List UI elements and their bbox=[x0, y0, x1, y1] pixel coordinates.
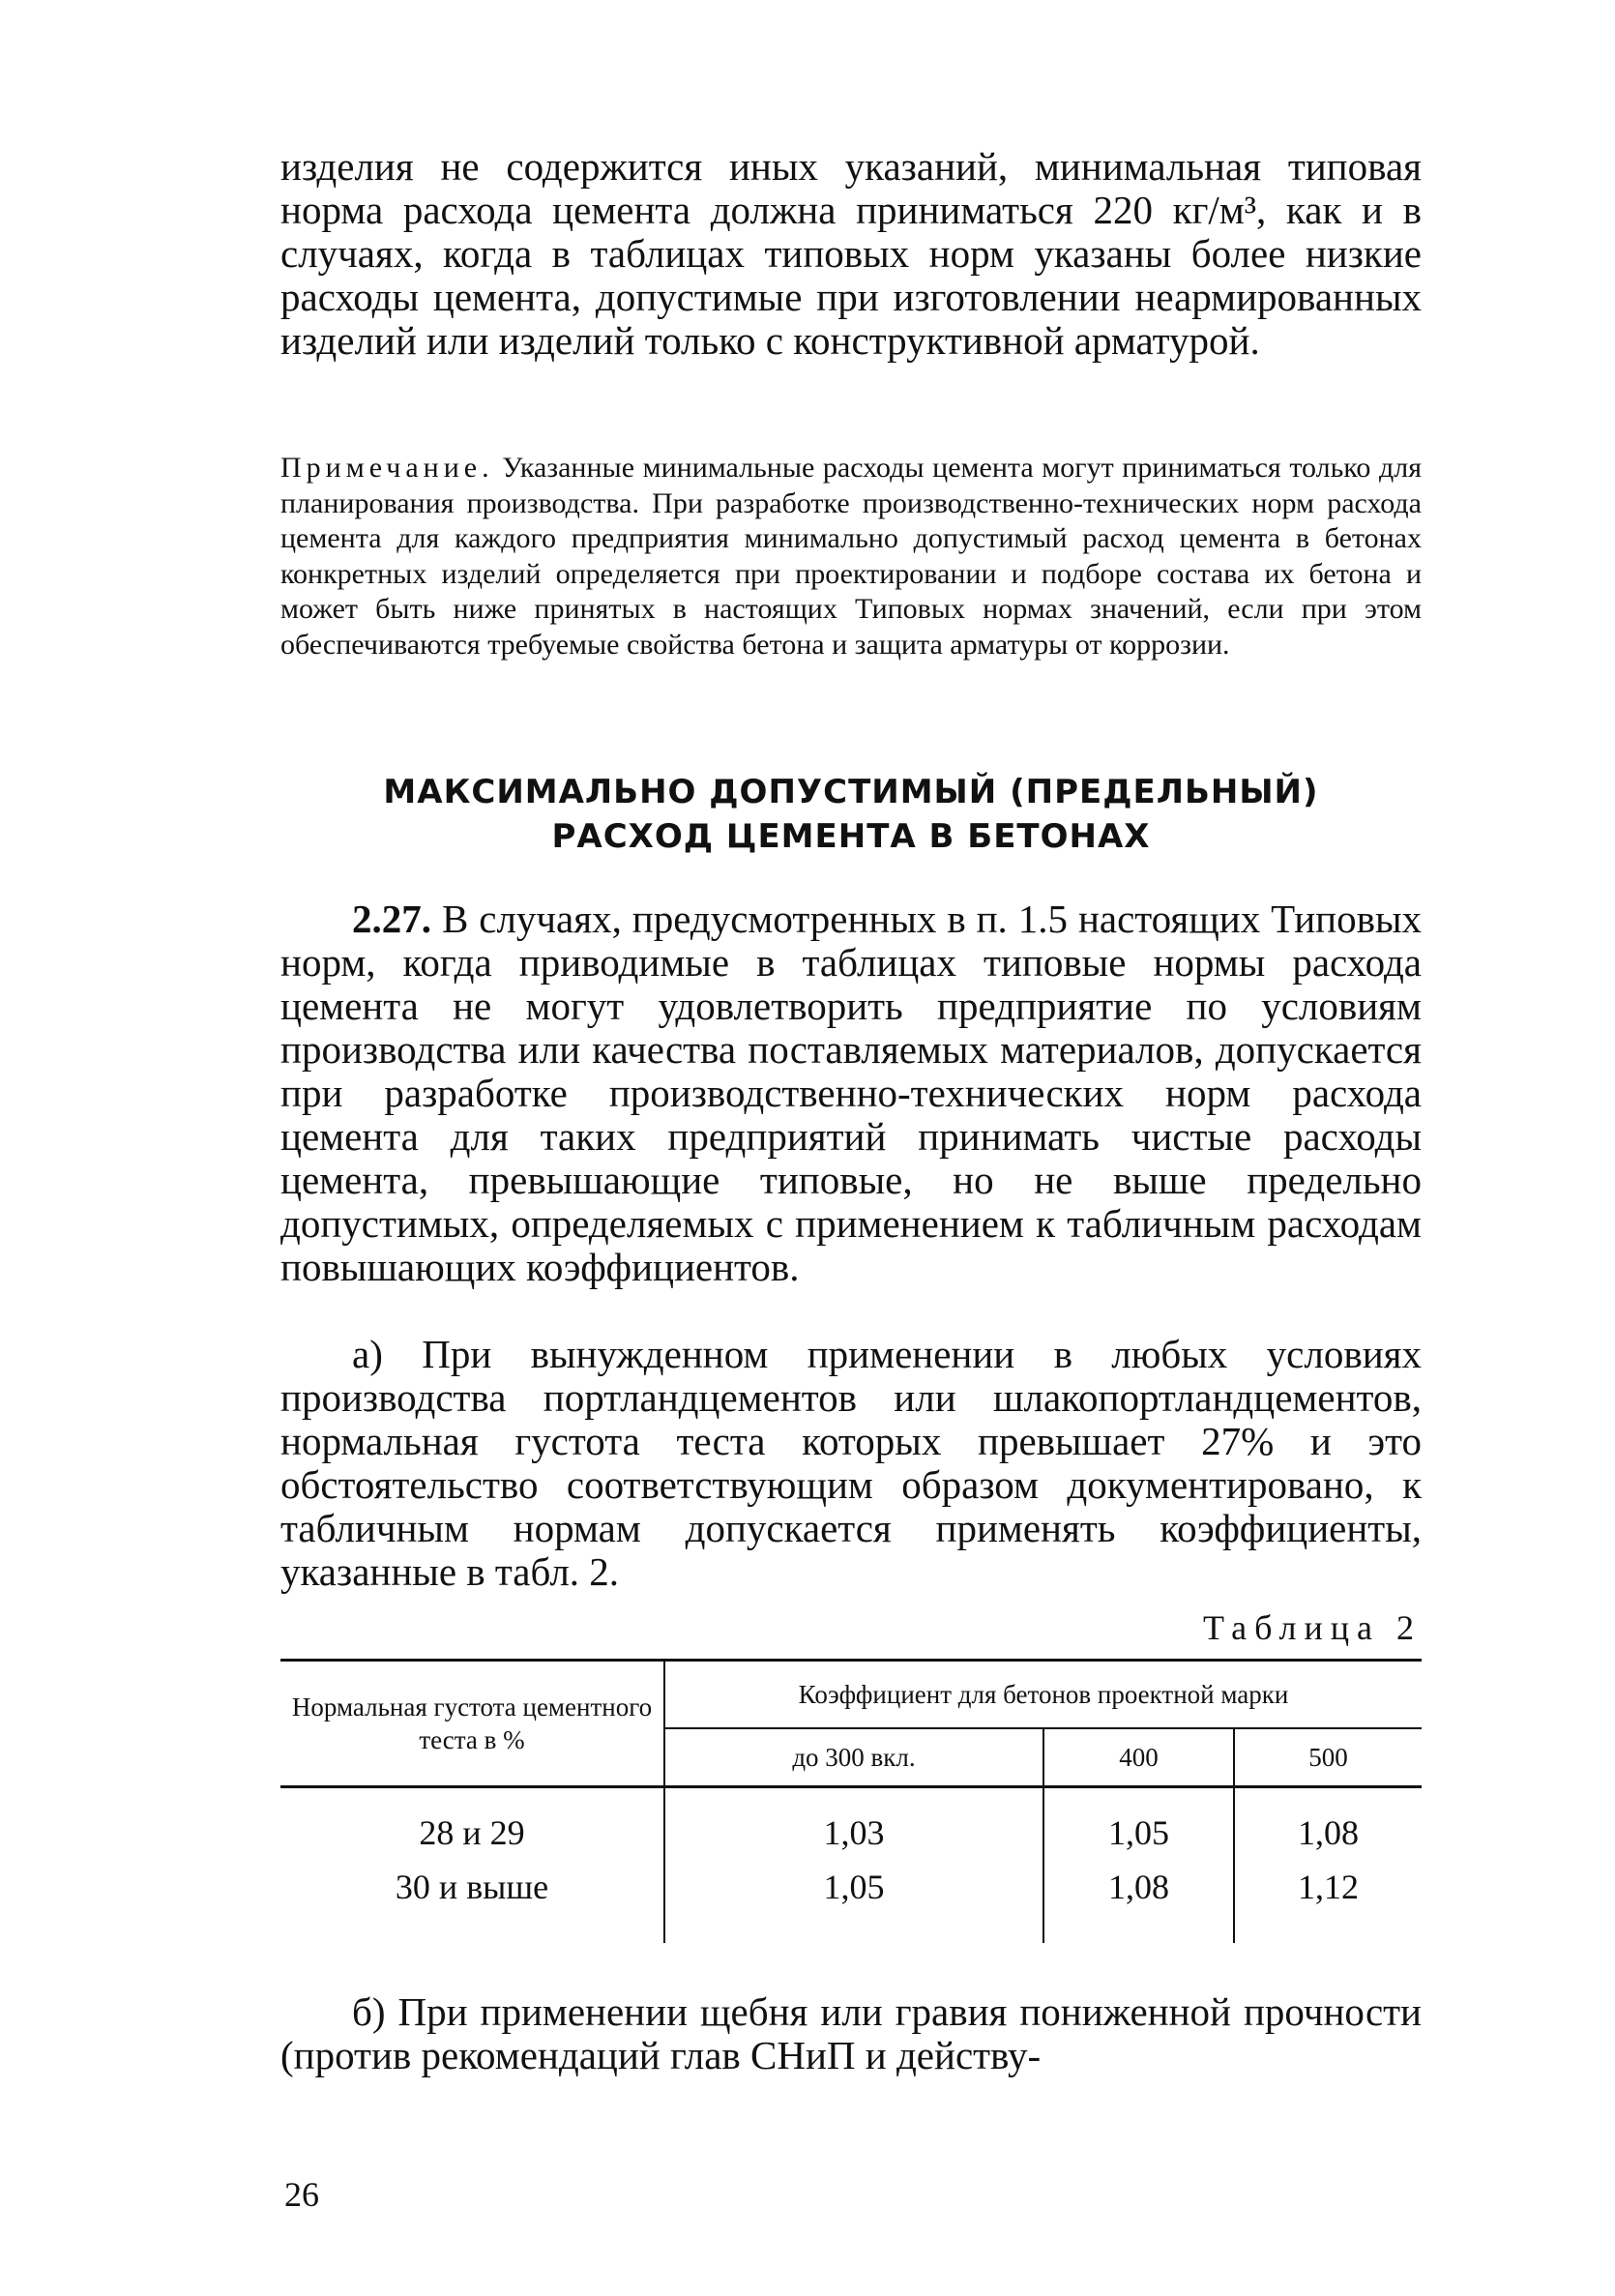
table-cell: 1,08 bbox=[1043, 1860, 1234, 1943]
table-cell: 1,05 bbox=[1043, 1787, 1234, 1861]
group-header: Коэффициент для бетонов проектной марки bbox=[664, 1661, 1422, 1729]
col-header: 500 bbox=[1234, 1728, 1422, 1787]
heading-line-2: РАСХОД ЦЕМЕНТА В БЕТОНАХ bbox=[551, 817, 1151, 856]
table-row bbox=[280, 1787, 1422, 1861]
item-b: б) При применении щебня или гравия пониженной прочности (против рекомендаций глав СНиП и действу- bbox=[280, 1989, 1422, 2077]
table-cell: 1,08 bbox=[1234, 1787, 1422, 1861]
col-header: 400 bbox=[1043, 1728, 1234, 1787]
item-a: а) При вынужденном применении в любых условиях производства портландцементов или шлакопортландцементов, нормальная густота теста которых превышает 27% и это обстоятельство соответствующим образом документировано, к табличным нормам допускается применять коэффициенты, указанные в табл. 2. bbox=[280, 1332, 1422, 1594]
col-header: до 300 вкл. bbox=[664, 1728, 1043, 1787]
coefficient-table bbox=[280, 1659, 1422, 1943]
table-cell: 1,05 bbox=[664, 1860, 1043, 1943]
section-heading bbox=[280, 770, 1422, 859]
page-number: 26 bbox=[284, 2175, 319, 2214]
heading-line-1: МАКСИМАЛЬНО ДОПУСТИМЫЙ (ПРЕДЕЛЬНЫЙ) bbox=[383, 773, 1319, 811]
table-cell: 1,12 bbox=[1234, 1860, 1422, 1943]
clause-number: 2.27. bbox=[352, 897, 431, 941]
clause-text: В случаях, предусмотренных в п. 1.5 настоящих Типовых норм, когда приводимые в таблицах типовые нормы расхода цемента не могут удовлетворить предприятие по условиям производства или качества поставляемых материалов, допускается при разработке производственно-технических норм расхода цемента для таких предприятий принимать чистые расходы цемента, превышающие типовые, но не выше предельно допустимых, определяемых с применением к табличным расходам повышающих коэффициентов. bbox=[280, 897, 1422, 1289]
row-header: Нормальная густота цементного теста в % bbox=[280, 1661, 664, 1787]
table-caption: Таблица 2 bbox=[1203, 1608, 1422, 1647]
row-label: 28 и 29 bbox=[419, 1813, 525, 1852]
note-label: Примечание. bbox=[280, 452, 494, 484]
paragraph-top: изделия не содержится иных указаний, минимальная типовая норма расхода цемента должна приниматься 220 кг/м³, как и в случаях, когда в таблицах типовых норм указаны более низкие расходы цемента, допустимые при изготовлении неармированных изделий или изделий только с конструктивной арматурой. bbox=[280, 144, 1422, 363]
clause-2-27 bbox=[280, 898, 1422, 1289]
row-label: 30 и выше bbox=[395, 1868, 549, 1906]
note bbox=[280, 451, 1422, 662]
table-cell: 1,03 bbox=[664, 1787, 1043, 1861]
note-text: Указанные минимальные расходы цемента могут приниматься только для планирования производства. При разработке производственно-технических норм расхода цемента для каждого предприятия минимально допустимый расход цемента в бетонах конкретных изделий определяется при проектировании и подборе состава их бетона и может быть ниже принятых в настоящих Типовых нормах значений, если при этом обеспечиваются требуемые свойства бетона и защита арматуры от коррозии. bbox=[280, 452, 1422, 661]
table-row bbox=[280, 1860, 1422, 1943]
